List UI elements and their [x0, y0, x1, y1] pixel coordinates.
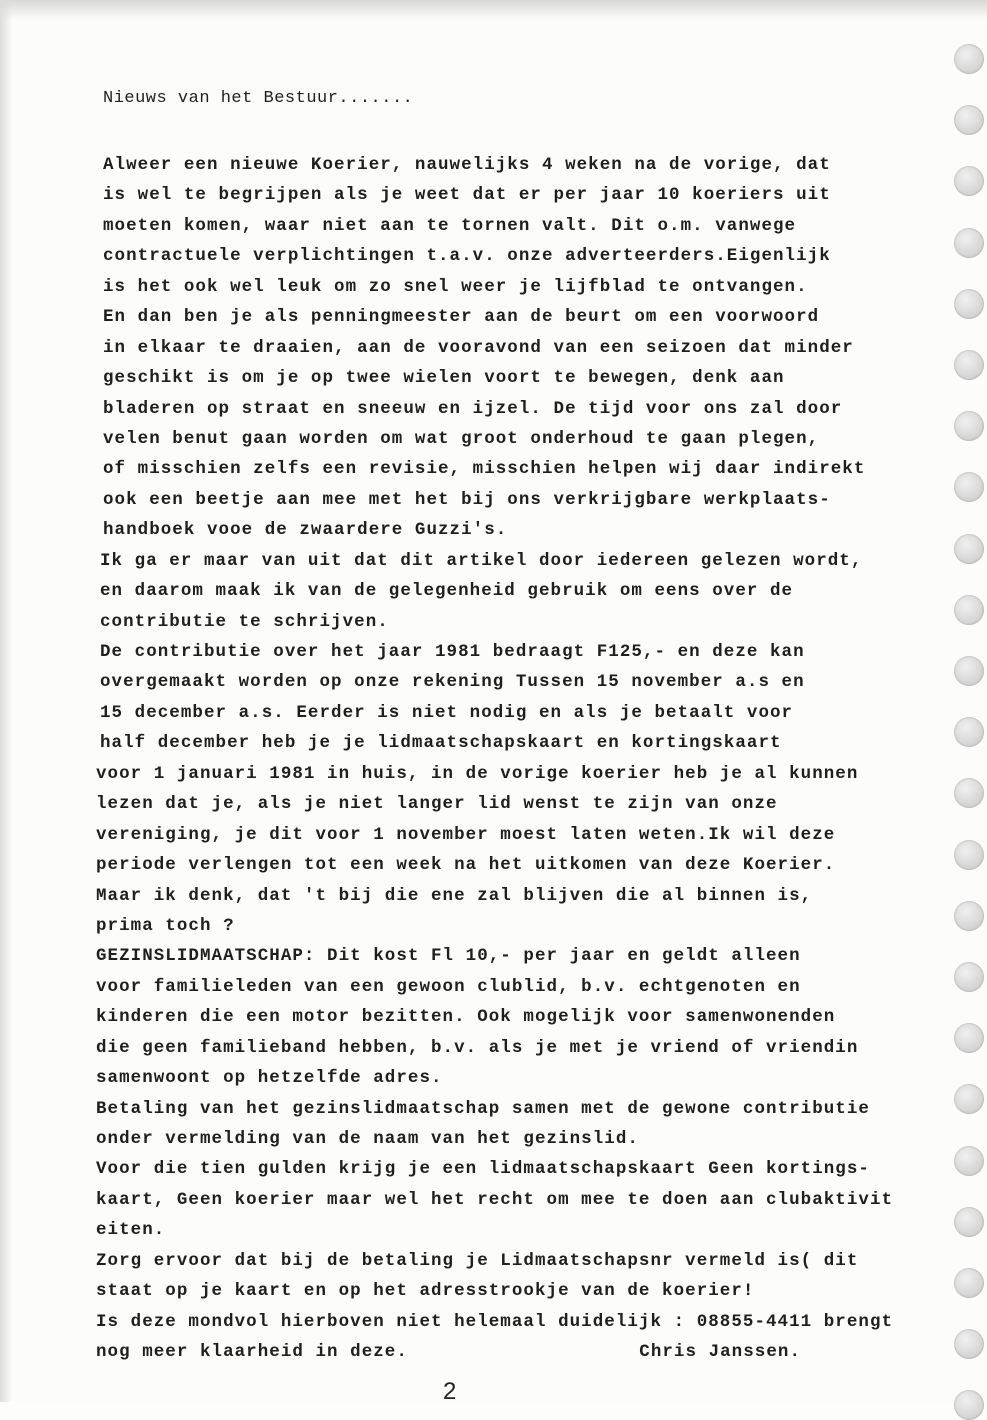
body-line: Maar ik denk, dat 't bij die ene zal blijven die al binnen is,	[96, 885, 813, 906]
body-line: periode verlengen tot een week na het uitkomen van deze Koerier.	[96, 855, 836, 876]
body-line: Alweer een nieuwe Koerier, nauwelijks 4 weken na de vorige, dat	[103, 155, 831, 175]
binder-hole-icon	[954, 289, 984, 319]
body-line: overgemaakt worden op onze rekening Tussen 15 november a.s en	[100, 672, 805, 693]
binder-hole-icon	[954, 778, 984, 808]
binder-hole-icon	[954, 350, 984, 380]
body-line: samenwoont op hetzelfde adres.	[96, 1068, 443, 1089]
binder-hole-icon	[954, 1390, 984, 1420]
closing-line	[96, 1337, 801, 1367]
body-line: En dan ben je als penningmeester aan de beurt om een voorwoord	[103, 307, 820, 328]
binder-hole-icon	[954, 166, 984, 196]
closing-text: nog meer klaarheid in deze.	[96, 1342, 408, 1363]
body-line: eiten.	[96, 1220, 166, 1241]
body-line: voor 1 januari 1981 in huis, in de vorige koerier heb je al kunnen	[96, 763, 859, 784]
body-line: contractuele verplichtingen t.a.v. onze adverteerders.Eigenlijk	[103, 246, 831, 267]
body-line: Is deze mondvol hierboven niet helemaal duidelijk : 08855-4411 brengt	[96, 1311, 894, 1332]
body-line: Zorg ervoor dat bij de betaling je Lidmaatschapsnr vermeld is( dit	[96, 1250, 859, 1271]
binder-hole-icon	[954, 840, 984, 870]
body-line: kinderen die een motor bezitten. Ook mogelijk voor samenwonenden	[96, 1007, 836, 1028]
binder-hole-icon	[954, 1268, 984, 1298]
page-number: 2	[443, 1378, 457, 1405]
body-line: in elkaar te draaien, aan de vooravond van een seizoen dat minder	[103, 337, 854, 358]
body-line: bladeren op straat en sneeuw en ijzel. De tijd voor ons zal door	[103, 398, 843, 419]
body-line: De contributie over het jaar 1981 bedraagt F125,- en deze kan	[100, 642, 805, 662]
binder-hole-icon	[954, 105, 984, 135]
body-line: staat op je kaart en op het adresstrookje van de koerier!	[96, 1281, 755, 1302]
binder-hole-icon	[954, 534, 984, 564]
binder-hole-icon	[954, 44, 984, 74]
binder-hole-icon	[954, 228, 984, 258]
body-line: geschikt is om je op twee wielen voort te bewegen, denk aan	[103, 368, 785, 389]
body-line: prima toch ?	[96, 915, 235, 936]
body-line: velen benut gaan worden om wat groot onderhoud te gaan plegen,	[103, 428, 820, 449]
binder-hole-icon	[954, 1146, 984, 1176]
body-line: lezen dat je, als je niet langer lid wenst te zijn van onze	[96, 794, 778, 815]
scan-top-shadow	[0, 0, 987, 20]
body-line: half december heb je je lidmaatschapskaart en kortingskaart	[100, 733, 782, 754]
binder-hole-icon	[954, 656, 984, 686]
article-heading: Nieuws van het Bestuur.......	[103, 89, 414, 108]
binder-hole-icon	[954, 962, 984, 992]
body-line: onder vermelding van de naam van het gezinslid.	[96, 1129, 639, 1149]
body-line: ook een beetje aan mee met het bij ons verkrijgbare werkplaats-	[103, 489, 831, 510]
body-line: handboek vooe de zwaardere Guzzi's.	[103, 520, 508, 541]
body-line: die geen familieband hebben, b.v. als je met je vriend of vriendin	[96, 1037, 859, 1058]
binder-hole-icon	[954, 1207, 984, 1237]
body-line: Voor die tien gulden krijg je een lidmaatschapskaart Geen kortings-	[96, 1159, 870, 1180]
body-line: contributie te schrijven.	[100, 611, 389, 632]
signature: Chris Janssen.	[639, 1342, 801, 1363]
body-line: Betaling van het gezinslidmaatschap samen met de gewone contributie	[96, 1098, 870, 1119]
binder-hole-icon	[954, 1023, 984, 1053]
body-line: GEZINSLIDMAATSCHAP: Dit kost Fl 10,- per jaar en geldt alleen	[96, 946, 801, 967]
binder-hole-icon	[954, 901, 984, 931]
body-line: kaart, Geen koerier maar wel het recht om mee te doen aan clubaktivit	[96, 1189, 894, 1210]
body-line: Ik ga er maar van uit dat dit artikel door iedereen gelezen wordt,	[100, 550, 863, 571]
binder-hole-icon	[954, 472, 984, 502]
binder-hole-icon	[954, 717, 984, 747]
body-line: of misschien zelfs een revisie, misschien helpen wij daar indirekt	[103, 459, 866, 480]
binder-holes	[954, 44, 984, 1402]
body-line: is wel te begrijpen als je weet dat er per jaar 10 koeriers uit	[103, 185, 831, 206]
body-line: moeten komen, waar niet aan te tornen valt. Dit o.m. vanwege	[103, 215, 797, 236]
body-line: vereniging, je dit voor 1 november moest laten weten.Ik wil deze	[96, 824, 836, 845]
scan-left-edge	[0, 0, 12, 1402]
binder-hole-icon	[954, 1329, 984, 1359]
binder-hole-icon	[954, 1084, 984, 1114]
body-line: en daarom maak ik van de gelegenheid gebruik om eens over de	[100, 581, 794, 602]
body-line: voor familieleden van een gewoon clublid, b.v. echtgenoten en	[96, 976, 801, 997]
article-body	[96, 150, 946, 1368]
body-line: is het ook wel leuk om zo snel weer je lijfblad te ontvangen.	[103, 276, 808, 297]
binder-hole-icon	[954, 411, 984, 441]
binder-hole-icon	[954, 595, 984, 625]
body-line: 15 december a.s. Eerder is niet nodig en als je betaalt voor	[100, 702, 794, 723]
